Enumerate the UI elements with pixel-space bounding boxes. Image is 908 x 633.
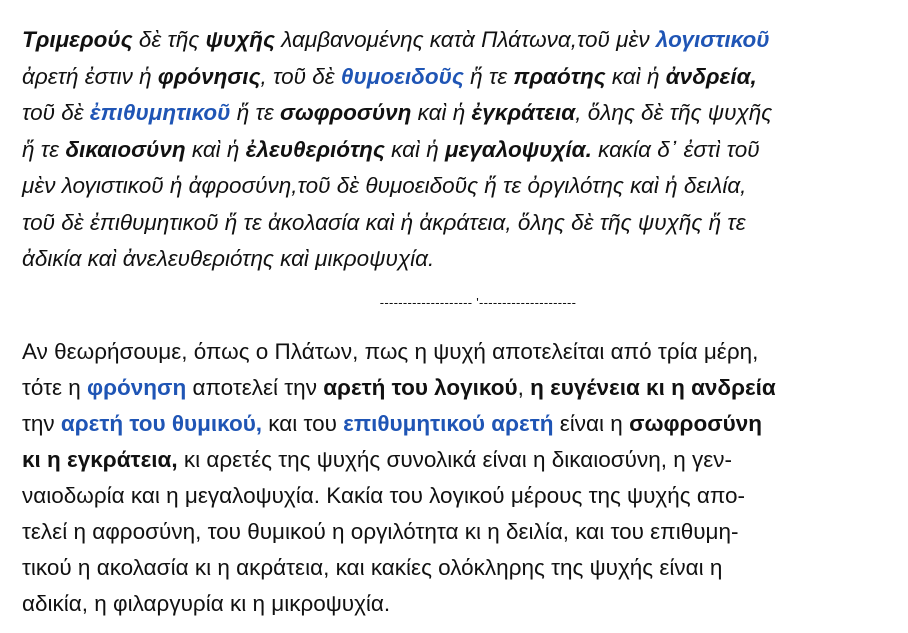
text-run: τοῦ δὲ ἐπιθυμητικοῦ ἥ τε ἀκολασία καὶ ἡ ἀκράτεια, ὅλης δὲ τῆς ψυχῆς ἥ τε: [22, 209, 746, 235]
bold-term: δικαιοσύνη: [65, 136, 186, 162]
ancient-greek-paragraph: [22, 22, 894, 278]
text-run: ἀδικία καὶ ἀνελευθεριότης καὶ μικροψυχία.: [22, 246, 435, 271]
bold-term: μεγαλοψυχία.: [444, 136, 592, 162]
text-run: ἥ τε: [22, 136, 66, 162]
text-run: καὶ ἡ: [605, 63, 666, 89]
text-line: [22, 586, 894, 622]
text-run: μὲν λογιστικοῦ ἡ ἀφροσύνη,τοῦ δὲ θυμοειδοῦς ἥ τε ὀργιλότης καὶ ἡ δειλία,: [22, 173, 747, 198]
text-line: [22, 550, 894, 586]
text-line: [22, 205, 894, 242]
text-line: [22, 241, 894, 278]
text-run: αποτελεί την: [186, 374, 324, 400]
text-run: ἥ τε: [463, 63, 514, 89]
text-run: καὶ ἡ: [411, 100, 472, 125]
highlighted-term: φρόνηση: [87, 374, 187, 400]
text-run: καὶ ἡ: [384, 136, 445, 162]
bold-term: Τριμερούς: [22, 27, 133, 52]
text-line: [22, 478, 894, 514]
text-run: αδικία, η φιλαργυρία κι η μικροψυχία.: [22, 590, 391, 616]
bold-term: αρετή του λογικού: [323, 374, 518, 400]
text-line: [22, 370, 894, 406]
text-line: [22, 59, 894, 96]
bold-term: πραότης: [513, 63, 606, 89]
text-run: ,: [517, 374, 531, 400]
text-run: είναι η: [553, 410, 630, 436]
bold-term: ἐλευθεριότης: [245, 136, 385, 162]
text-run: Αν θεωρήσουμε, όπως ο Πλάτων, πως η ψυχή αποτελείται από τρία μέρη,: [22, 338, 759, 364]
text-run: , τοῦ δὲ: [260, 63, 341, 89]
text-run: τοῦ δὲ: [22, 100, 90, 125]
text-run: ναιοδωρία και η μεγαλοψυχία. Κακία του λογικού μέρους της ψυχής απο-: [22, 482, 746, 508]
text-line: [22, 406, 894, 442]
section-separator: -------------------- '---------------------: [379, 294, 577, 310]
bold-term: σωφροσύνη: [629, 410, 762, 436]
text-run: λαμβανομένης κατὰ Πλάτωνα,τοῦ μὲν: [275, 27, 656, 52]
highlighted-term: θυμοειδοῦς: [340, 63, 464, 89]
bold-term: ἀνδρεία,: [665, 63, 757, 89]
text-line: [22, 334, 894, 370]
text-line: [22, 95, 894, 132]
text-run: τελεί η αφροσύνη, του θυμικού η οργιλότητα κι η δειλία, και του επιθυμη-: [22, 518, 739, 544]
bold-term: φρόνησις: [157, 63, 261, 89]
text-run: κακία δ᾽ ἐστὶ τοῦ: [591, 136, 760, 162]
highlighted-term: ἐπιθυμητικοῦ: [89, 100, 231, 125]
text-run: ἥ τε: [230, 100, 281, 125]
text-line: [22, 168, 894, 205]
text-run: και του: [262, 410, 344, 436]
highlighted-term: επιθυμητικού αρετή: [343, 410, 554, 436]
text-run: , ὅλης δὲ τῆς ψυχῆς: [575, 100, 773, 125]
text-run: τικού η ακολασία κι η ακράτεια, και κακίες ολόκληρης της ψυχής είναι η: [22, 554, 723, 580]
bold-term: κι η εγκράτεια,: [22, 446, 178, 472]
text-line: [22, 22, 894, 59]
text-line: [22, 514, 894, 550]
text-run: τότε η: [22, 374, 88, 400]
highlighted-term: λογιστικοῦ: [655, 27, 770, 52]
bold-term: ψυχῆς: [205, 27, 276, 52]
text-run: ἀρετή ἐστιν ἡ: [22, 63, 158, 89]
bold-term: σωφροσύνη: [280, 100, 412, 125]
highlighted-term: αρετή του θυμικού,: [60, 410, 263, 436]
modern-greek-paragraph: [22, 334, 894, 622]
text-run: δὲ τῆς: [132, 27, 206, 52]
bold-term: ἐγκράτεια: [471, 100, 576, 125]
text-run: καὶ ἡ: [185, 136, 246, 162]
document-page: [22, 22, 894, 622]
text-line: [22, 442, 894, 478]
text-run: την: [22, 410, 61, 436]
bold-term: η ευγένεια κι η ανδρεία: [530, 374, 776, 400]
text-run: κι αρετές της ψυχής συνολικά είναι η δικαιοσύνη, η γεν-: [177, 446, 733, 472]
text-line: [22, 132, 894, 169]
